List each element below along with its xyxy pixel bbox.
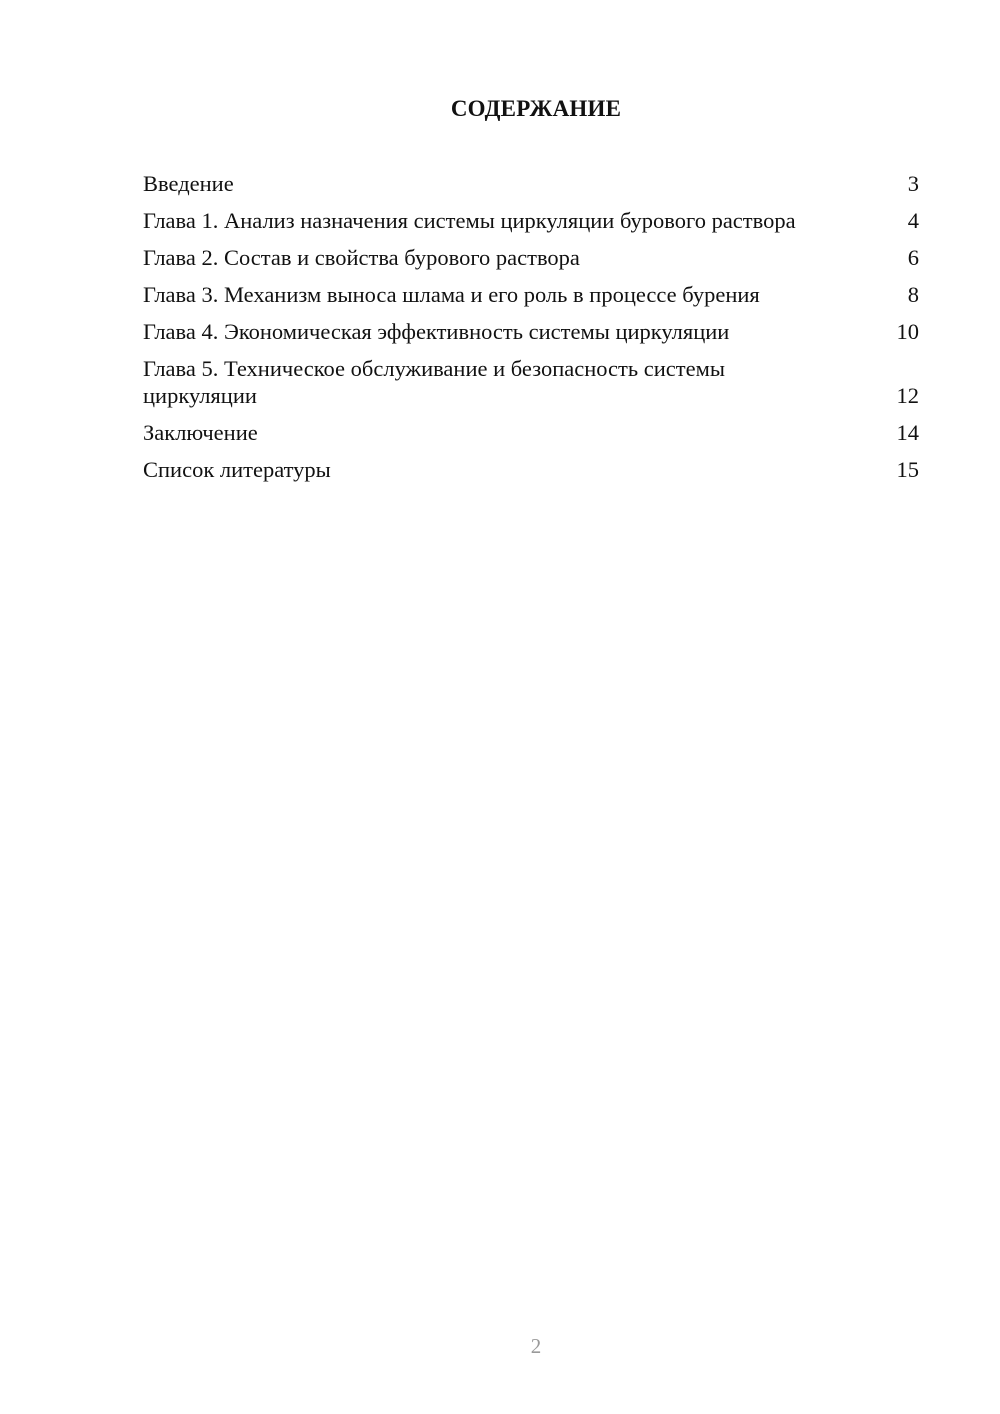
- toc-entry-page: 6: [907, 245, 919, 270]
- toc-entry-text: Глава 1. Анализ назначения системы циркуляции бурового раствора: [143, 208, 796, 233]
- toc-entry-page: 4: [907, 208, 919, 233]
- toc-entry-chapter-4[interactable]: [143, 318, 919, 345]
- toc-entry-text: Глава 3. Механизм выноса шлама и его роль в процессе бурения: [143, 282, 760, 307]
- toc-entry-text: Глава 4. Экономическая эффективность системы циркуляции: [143, 319, 730, 344]
- page-number: 2: [530, 1334, 542, 1358]
- toc-entry-page: 14: [896, 420, 919, 445]
- toc-entry-introduction[interactable]: [143, 170, 919, 197]
- toc-entry-text: Список литературы: [143, 457, 331, 482]
- toc-entry-chapter-3[interactable]: [143, 281, 919, 308]
- toc-entry-chapter-2[interactable]: [143, 244, 919, 271]
- page-title: СОДЕРЖАНИЕ: [450, 96, 622, 121]
- toc-entry-text: Глава 2. Состав и свойства бурового раствора: [143, 245, 580, 270]
- toc-entry-references[interactable]: [143, 456, 919, 483]
- toc-entry-chapter-1[interactable]: [143, 207, 919, 234]
- toc-entry-text: Заключение: [143, 420, 258, 445]
- toc-entry-page: 15: [896, 457, 919, 482]
- toc-entry-page: 3: [907, 171, 919, 196]
- toc-entry-conclusion[interactable]: [143, 419, 919, 446]
- toc-entry-page: 12: [896, 383, 919, 408]
- toc-entry-text: Глава 5. Техническое обслуживание и безопасность системы циркуляции: [143, 356, 725, 408]
- toc-entry-page: 8: [907, 282, 919, 307]
- toc-entry-page: 10: [896, 319, 919, 344]
- table-of-contents: [143, 170, 919, 493]
- toc-entry-text: Введение: [143, 171, 234, 196]
- toc-entry-chapter-5[interactable]: [143, 355, 919, 409]
